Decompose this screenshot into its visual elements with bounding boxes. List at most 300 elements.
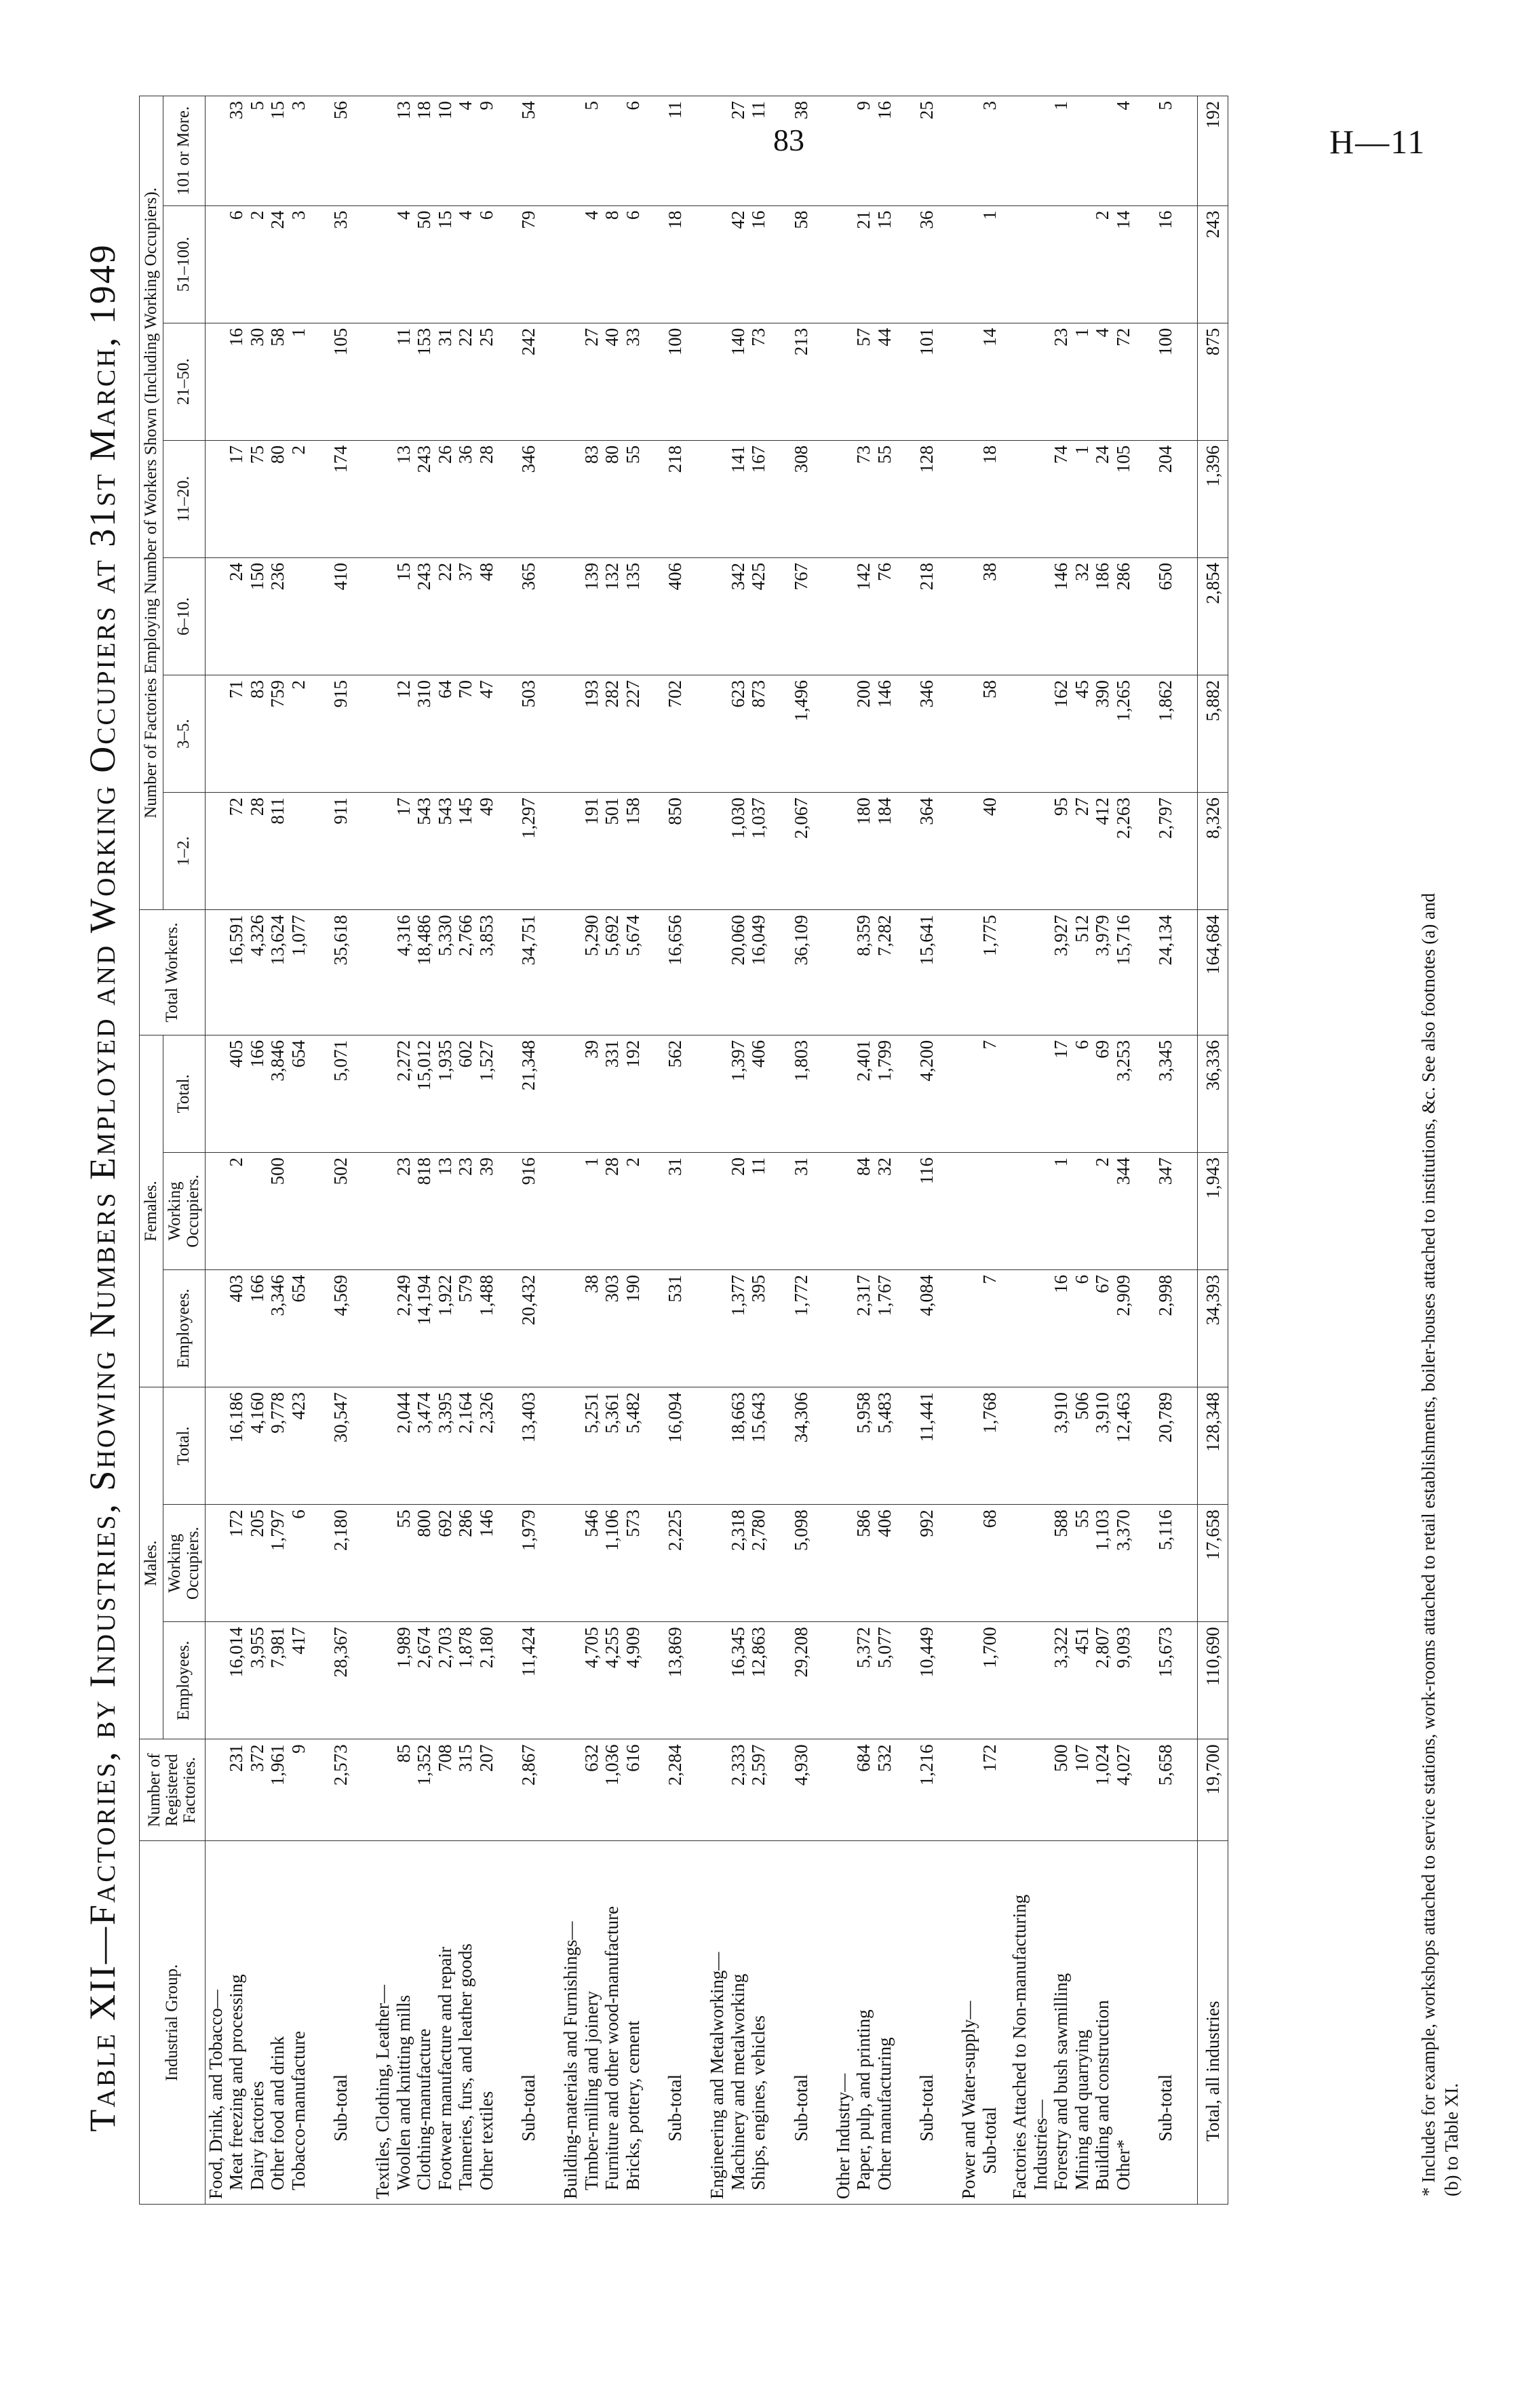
cell-value: 25 [476,323,497,440]
cell-value: 73 [853,440,874,557]
cell-value: 573 [623,1505,644,1622]
cell-value: 56 [318,96,363,206]
row-label: Meat freezing and processing [226,1841,247,2205]
cell-value: 6 [226,205,247,323]
cell-value [372,557,393,675]
cell-value: 21 [853,205,874,323]
cell-value: 3,955 [247,1622,268,1739]
cell-value: 4 [455,205,476,323]
cell-value: 372 [247,1739,268,1841]
cell-value: 6 [623,205,644,323]
cell-value [958,323,979,440]
cell-value: 23 [1051,323,1072,440]
cell-value: 5,692 [602,910,623,1035]
cell-value: 5,882 [1198,675,1228,793]
cell-value: 6 [1072,1035,1093,1152]
cell-value: 3 [288,205,309,323]
cell-value: 110,690 [1198,1622,1228,1739]
cell-value [560,675,581,793]
row-label: Furniture and other wood-manufacture [602,1841,623,2205]
cell-value: 1 [1051,96,1072,206]
cell-value: 1,352 [414,1739,435,1841]
cell-value [372,205,393,323]
cell-value: 5,098 [779,1505,823,1622]
header-size-3-5: 3–5. [163,675,206,793]
subtotal-row [318,96,363,2205]
row-label: Factories Attached to Non-manufacturing [1009,1841,1030,2205]
cell-value: 15,641 [904,910,949,1035]
spacer-row [895,96,904,2205]
cell-value: 48 [476,557,497,675]
cell-value: 24,134 [1143,910,1188,1035]
cell-value [707,1387,728,1505]
cell-value [707,793,728,910]
cell-value: 34,393 [1198,1270,1228,1387]
cell-value: 425 [748,557,769,675]
cell-value: 11,424 [506,1622,551,1739]
cell-value: 3,927 [1051,910,1072,1035]
cell-value: 303 [602,1270,623,1387]
cell-value: 32 [1072,557,1093,675]
row-label: Footwear manufacture and repair [435,1841,456,2205]
cell-value: 2,807 [1092,1622,1113,1739]
cell-value: 3,253 [1113,1035,1134,1152]
cell-value: 915 [318,675,363,793]
cell-value: 31 [652,1152,697,1269]
cell-value [372,1152,393,1269]
cell-value: 54 [506,96,551,206]
cell-value: 654 [288,1035,309,1152]
cell-value: 186 [1092,557,1113,675]
cell-value: 15,673 [1143,1622,1188,1739]
cell-value [205,793,226,910]
cell-value: 31 [435,323,456,440]
cell-value: 218 [904,557,949,675]
table-row [1092,96,1113,2205]
table-row [623,96,644,2205]
cell-value: 1,767 [874,1270,895,1387]
header-total-workers: Total Workers. [140,910,206,1035]
cell-value: 55 [393,1505,414,1622]
cell-value: 875 [1198,323,1228,440]
cell-value: 1 [1072,323,1093,440]
cell-value [372,1622,393,1739]
cell-value: 16,186 [226,1387,247,1505]
cell-value: 1,397 [728,1035,749,1152]
cell-value: 2,164 [455,1387,476,1505]
cell-value: 95 [1051,793,1072,910]
cell-value: 22 [435,557,456,675]
cell-value [1051,205,1072,323]
cell-value: 158 [623,793,644,910]
cell-value: 3 [979,96,1000,206]
header-size-1-2: 1–2. [163,793,206,910]
cell-value: 55 [623,440,644,557]
cell-value: 759 [267,675,288,793]
cell-value: 7,981 [267,1622,288,1739]
cell-value: 818 [414,1152,435,1269]
cell-value [1009,675,1030,793]
row-label: Building-materials and Furnishings— [560,1841,581,2205]
cell-value: 75 [247,440,268,557]
cell-value [1030,96,1051,206]
cell-value: 28 [602,1152,623,1269]
cell-value: 2,180 [318,1505,363,1622]
row-label: Power and Water-supply— [958,1841,979,2205]
cell-value: 3,322 [1051,1622,1072,1739]
document-code: H—11 [1329,123,1426,161]
header-size-6-10: 6–10. [163,557,206,675]
cell-value [1009,793,1030,910]
cell-value: 1,775 [979,910,1000,1035]
header-registered-factories: Number of Registered Factories. [140,1739,206,1841]
cell-value: 150 [247,557,268,675]
cell-value: 4,027 [1113,1739,1134,1841]
cell-value: 654 [288,1270,309,1387]
cell-value: 5,482 [623,1387,644,1505]
cell-value [560,96,581,206]
header-size-21-50: 21–50. [163,323,206,440]
cell-value [372,440,393,557]
cell-value: 4,255 [602,1622,623,1739]
cell-value: 16 [1051,1270,1072,1387]
cell-value: 100 [652,323,697,440]
cell-value [247,1152,268,1269]
cell-value [560,1505,581,1622]
cell-value: 18 [979,440,1000,557]
cell-value [1072,205,1093,323]
cell-value: 13,403 [506,1387,551,1505]
cell-value: 2 [226,1152,247,1269]
cell-value: 83 [581,440,602,557]
cell-value [1030,557,1051,675]
row-label: Tanneries, furs, and leather goods [455,1841,476,2205]
cell-value: 9,778 [267,1387,288,1505]
cell-value: 1,077 [288,910,309,1035]
cell-value: 191 [581,793,602,910]
table-row [853,96,874,2205]
cell-value: 17,658 [1198,1505,1228,1622]
cell-value: 543 [414,793,435,910]
cell-value [833,205,854,323]
cell-value: 27 [581,323,602,440]
cell-value [205,1270,226,1387]
row-label: Machinery and metalworking [728,1841,749,2205]
cell-value [288,793,309,910]
factories-table [139,96,1228,2205]
spacer-row [309,96,318,2205]
cell-value: 1,989 [393,1622,414,1739]
row-label: Sub-total [904,1841,949,2205]
cell-value: 31 [779,1152,823,1269]
group-heading-row [707,96,728,2205]
cell-value: 412 [1092,793,1113,910]
cell-value [958,557,979,675]
cell-value: 5,658 [1143,1739,1188,1841]
cell-value [1009,1622,1030,1739]
cell-value: 16 [1143,205,1188,323]
cell-value: 5 [247,96,268,206]
cell-value: 702 [652,675,697,793]
cell-value: 15 [393,557,414,675]
cell-value: 36,336 [1198,1035,1228,1152]
cell-value [560,1739,581,1841]
cell-value: 55 [1072,1505,1093,1622]
cell-value: 20,432 [506,1270,551,1387]
cell-value [372,1270,393,1387]
cell-value: 42 [728,205,749,323]
cell-value: 2,401 [853,1035,874,1152]
cell-value: 2 [247,205,268,323]
header-females-total: Total. [163,1035,206,1152]
cell-value: 12 [393,675,414,793]
header-females: Females. [140,1035,163,1387]
cell-value [1030,1622,1051,1739]
header-size-101-more: 101 or More. [163,96,206,206]
row-label: Clothing-manufacture [414,1841,435,2205]
cell-value [707,1035,728,1152]
cell-value: 72 [1113,323,1134,440]
cell-value: 2 [623,1152,644,1269]
cell-value: 1,488 [476,1270,497,1387]
cell-value: 8 [602,205,623,323]
cell-value [560,1270,581,1387]
cell-value: 10 [435,96,456,206]
cell-value: 10,449 [904,1622,949,1739]
cell-value: 623 [728,675,749,793]
cell-value: 282 [602,675,623,793]
cell-value [707,675,728,793]
cell-value: 11 [748,96,769,206]
cell-value: 16,094 [652,1387,697,1505]
cell-value: 5,372 [853,1622,874,1739]
cell-value: 204 [1143,440,1188,557]
cell-value: 44 [874,323,895,440]
group-heading-row [560,96,581,2205]
cell-value [372,675,393,793]
cell-value: 2,797 [1143,793,1188,910]
cell-value: 141 [728,440,749,557]
cell-value [372,910,393,1035]
spacer-row [697,96,707,2205]
cell-value: 16,014 [226,1622,247,1739]
cell-value [205,1622,226,1739]
table-row [288,96,309,2205]
row-label: Timber-milling and joinery [581,1841,602,2205]
cell-value: 140 [728,323,749,440]
cell-value [958,675,979,793]
cell-value: 105 [318,323,363,440]
cell-value: 33 [623,323,644,440]
cell-value [958,1152,979,1269]
cell-value: 5,958 [853,1387,874,1505]
cell-value: 1,216 [904,1739,949,1841]
cell-value: 1,030 [728,793,749,910]
cell-value: 1,799 [874,1035,895,1152]
cell-value: 811 [267,793,288,910]
spacer-row [496,96,506,2205]
cell-value: 28,367 [318,1622,363,1739]
cell-value: 107 [1072,1739,1093,1841]
cell-value: 139 [581,557,602,675]
cell-value: 21,348 [506,1035,551,1152]
cell-value: 55 [874,440,895,557]
cell-value [707,1739,728,1841]
cell-value [707,323,728,440]
cell-value: 193 [581,675,602,793]
cell-value: 3,910 [1051,1387,1072,1505]
cell-value: 4 [455,96,476,206]
cell-value [560,793,581,910]
cell-value: 2,333 [728,1739,749,1841]
subtotal-row [652,96,697,2205]
cell-value [707,1505,728,1622]
cell-value: 4,705 [581,1622,602,1739]
cell-value: 503 [506,675,551,793]
table-row [393,96,414,2205]
cell-value: 4 [393,205,414,323]
cell-value: 4 [1113,96,1134,206]
cell-value: 18 [652,205,697,323]
cell-value [560,1152,581,1269]
cell-value [958,793,979,910]
row-label: Dairy factories [247,1841,268,2205]
cell-value: 15 [267,96,288,206]
cell-value [707,205,728,323]
table-row [979,96,1000,2205]
cell-value: 38 [581,1270,602,1387]
cell-value: 9 [853,96,874,206]
cell-value: 286 [455,1505,476,1622]
cell-value [1009,1152,1030,1269]
cell-value [833,910,854,1035]
cell-value: 506 [1072,1387,1093,1505]
cell-value [205,910,226,1035]
cell-value: 451 [1072,1622,1093,1739]
cell-value: 3,846 [267,1035,288,1152]
cell-value: 3,345 [1143,1035,1188,1152]
cell-value: 2,318 [728,1505,749,1622]
table-row [476,96,497,2205]
cell-value: 2,044 [393,1387,414,1505]
cell-value: 25 [904,96,949,206]
cell-value [205,1739,226,1841]
cell-value: 207 [476,1739,497,1841]
cell-value [602,96,623,206]
cell-value: 916 [506,1152,551,1269]
cell-value: 410 [318,557,363,675]
cell-value: 2,998 [1143,1270,1188,1387]
cell-value: 15,716 [1113,910,1134,1035]
cell-value: 13,624 [267,910,288,1035]
cell-value: 15 [874,205,895,323]
cell-value [1030,910,1051,1035]
cell-value [1009,910,1030,1035]
cell-value: 39 [476,1152,497,1269]
subtotal-row [779,96,823,2205]
row-label: Building and construction [1092,1841,1113,2205]
table-row [1030,96,1051,2205]
cell-value: 2,317 [853,1270,874,1387]
cell-value [833,1270,854,1387]
cell-value: 39 [581,1035,602,1152]
cell-value: 36 [455,440,476,557]
cell-value [205,205,226,323]
cell-value: 3,474 [414,1387,435,1505]
cell-value: 6 [476,205,497,323]
cell-value: 4,084 [904,1270,949,1387]
cell-value: 15,643 [748,1387,769,1505]
cell-value: 23 [393,1152,414,1269]
cell-value [833,1622,854,1739]
cell-value: 22 [455,323,476,440]
cell-value [707,910,728,1035]
cell-value [205,96,226,206]
cell-value: 135 [623,557,644,675]
subtotal-row [904,96,949,2205]
cell-value [958,1387,979,1505]
header-males-total: Total. [163,1387,206,1505]
cell-value: 16 [748,205,769,323]
cell-value: 3,910 [1092,1387,1113,1505]
cell-value: 69 [1092,1035,1113,1152]
cell-value: 30 [247,323,268,440]
cell-value: 342 [728,557,749,675]
cell-value: 1,037 [748,793,769,910]
row-label: Tobacco-manufacture [288,1841,309,2205]
cell-value [707,1152,728,1269]
subtotal-row [1143,96,1188,2205]
cell-value: 17 [1051,1035,1072,1152]
cell-value: 16 [226,323,247,440]
group-heading-row [1009,96,1030,2205]
row-label: Bricks, pottery, cement [623,1841,644,2205]
cell-value: 146 [476,1505,497,1622]
cell-value: 5,361 [602,1387,623,1505]
cell-value [205,1152,226,1269]
row-label: Mining and quarrying [1072,1841,1093,2205]
cell-value: 80 [267,440,288,557]
cell-value [1030,323,1051,440]
cell-value: 1,396 [1198,440,1228,557]
cell-value [1009,1270,1030,1387]
group-heading-row [372,96,393,2205]
cell-value: 1,862 [1143,675,1188,793]
cell-value: 18,663 [728,1387,749,1505]
cell-value: 16,049 [748,910,769,1035]
cell-value: 546 [581,1505,602,1622]
cell-value: 128,348 [1198,1387,1228,1505]
header-males-employees: Employees. [163,1622,206,1739]
cell-value: 502 [318,1152,363,1269]
cell-value: 286 [1113,557,1134,675]
row-label: Engineering and Metalworking— [707,1841,728,2205]
cell-value: 4,160 [247,1387,268,1505]
table-row [602,96,623,2205]
group-heading-row [958,96,979,2205]
cell-value: 346 [904,675,949,793]
cell-value: 17 [226,440,247,557]
cell-value: 3,979 [1092,910,1113,1035]
cell-value [372,1387,393,1505]
cell-value: 5,251 [581,1387,602,1505]
row-label: Other manufacturing [874,1841,895,2205]
header-size-group: Number of Factories Employing Number of Workers Shown (Including Working Occupiers). [140,96,163,910]
cell-value: 1,527 [476,1035,497,1152]
cell-value: 586 [853,1505,874,1622]
cell-value: 190 [623,1270,644,1387]
cell-value [1072,96,1093,206]
